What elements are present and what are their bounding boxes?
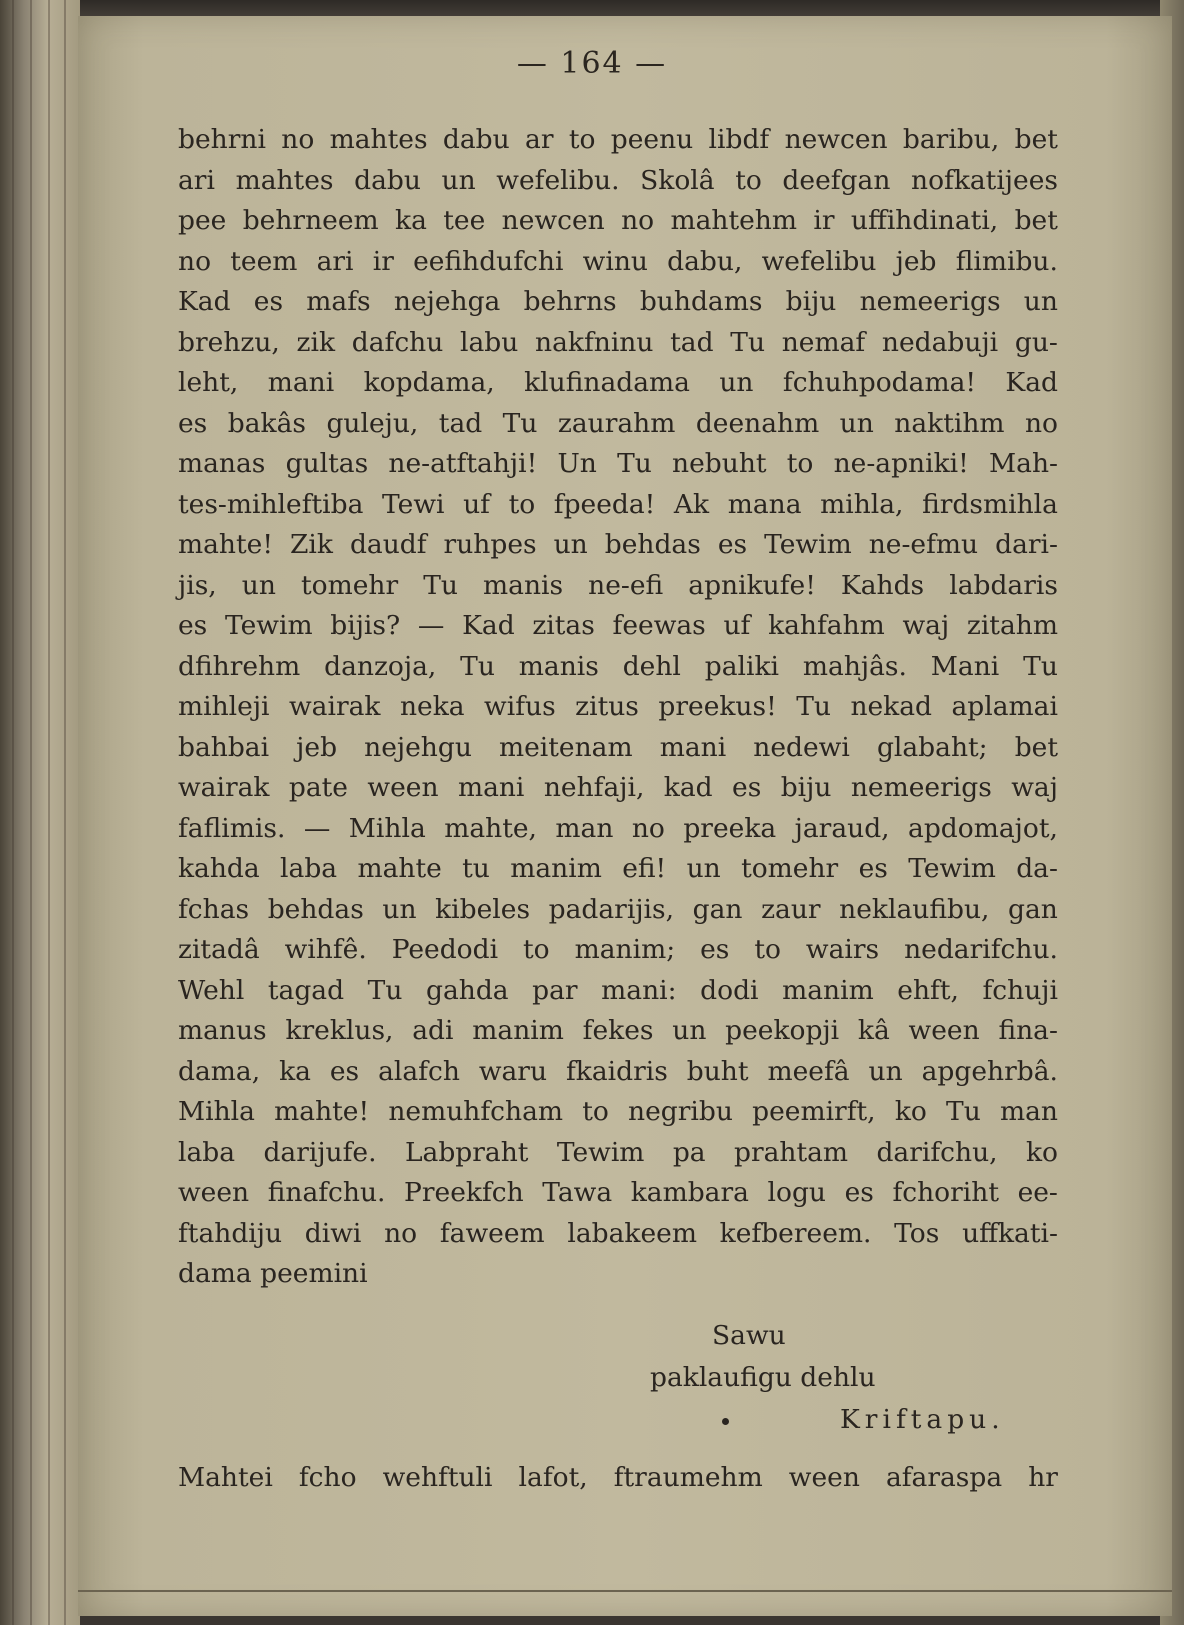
ink-dot xyxy=(722,1418,729,1425)
text-line: Wehl tagad Tu gahda par mani: dodi manim ehft, fchuji xyxy=(178,974,1058,1006)
text-line: es bakâs guleju, tad Tu zaurahm deenahm un naktihm no xyxy=(178,407,1058,439)
text-line: es Tewim bijis? — Kad zitas feewas uf kahfahm waj zitahm xyxy=(178,610,1058,641)
text-line: dfihrehm danzoja, Tu manis dehl paliki mahjâs. Mani Tu xyxy=(178,650,1058,682)
signature-line-3: Kriftapu. xyxy=(840,1404,1005,1435)
text-line: wairak pate ween mani nehfaji, kad es biju nemeerigs waj xyxy=(178,772,1058,803)
signature-line-1: Sawu xyxy=(712,1320,786,1351)
text-line: ween finafchu. Preekfch Tawa kambara logu es fchoriht ee- xyxy=(178,1177,1058,1208)
page-number: — 164 — xyxy=(516,46,668,81)
text-line: behrni no mahtes dabu ar to peenu libdf newcen baribu, bet xyxy=(178,124,1058,155)
text-line: leht, mani kopdama, klufinadama un fchuhpodama! Kad xyxy=(178,367,1058,398)
text-line: zitadâ wihfê. Peedodi to manim; es to wairs nedarifchu. xyxy=(178,934,1058,965)
text-line: mihleji wairak neka wifus zitus preekus! Tu nekad aplamai xyxy=(178,691,1058,722)
text-line: dama, ka es alafch waru fkaidris buht meefâ un apgehrbâ. xyxy=(178,1055,1058,1087)
text-line: mahte! Zik daudf ruhpes un behdas es Tewim ne-efmu dari- xyxy=(178,529,1058,560)
text-line: bahbai jeb nejehgu meitenam mani nedewi glabaht; bet xyxy=(178,731,1058,763)
book-spine-edge xyxy=(0,0,80,1625)
text-line: manas gultas ne-atftahji! Un Tu nebuht to ne-apniki! Mah- xyxy=(178,448,1058,479)
text-line: manus kreklus, adi manim fekes un peekopji kâ ween fina- xyxy=(178,1015,1058,1046)
text-line: pee behrneem ka tee newcen no mahtehm ir uffihdinati, bet xyxy=(178,205,1058,236)
text-line: dama peemini xyxy=(178,1258,368,1289)
text-line: faflimis. — Mihla mahte, man no preeka jaraud, apdomajot, xyxy=(178,812,1058,844)
text-line: brehzu, zik dafchu labu nakfninu tad Tu nemaf nedabuji gu- xyxy=(178,326,1058,358)
text-line: Kad es mafs nejehga behrns buhdams biju nemeerigs un xyxy=(178,286,1058,317)
text-line: jis, un tomehr Tu manis ne-efi apnikufe! Kahds labdaris xyxy=(178,569,1058,601)
text-line: Mihla mahte! nemuhfcham to negribu peemirft, ko Tu man xyxy=(178,1096,1058,1127)
text-line: tes-mihleftiba Tewi uf to fpeeda! Ak mana mihla, firdsmihla xyxy=(178,488,1058,520)
text-line: kahda laba mahte tu manim efi! un tomehr es Tewim da- xyxy=(178,853,1058,884)
signature-line-2: paklaufigu dehlu xyxy=(650,1362,876,1393)
text-line: ari mahtes dabu un wefelibu. Skolâ to deefgan nofkatijees xyxy=(178,164,1058,196)
text-line: fchas behdas un kibeles padarijis, gan zaur neklaufibu, gan xyxy=(178,893,1058,925)
text-line: no teem ari ir eefihdufchi winu dabu, wefelibu jeb flimibu. xyxy=(178,245,1058,277)
bottom-page-edge xyxy=(78,1590,1172,1592)
text-line: laba darijufe. Labpraht Tewim pa prahtam darifchu, ko xyxy=(178,1136,1058,1168)
text-line: ftahdiju diwi no faweem labakeem kefbereem. Tos uffkati- xyxy=(178,1217,1058,1249)
final-text-line: Mahtei fcho wehftuli lafot, ftraumehm ween afaraspa hr xyxy=(178,1462,1058,1493)
body-text xyxy=(178,120,1058,1295)
